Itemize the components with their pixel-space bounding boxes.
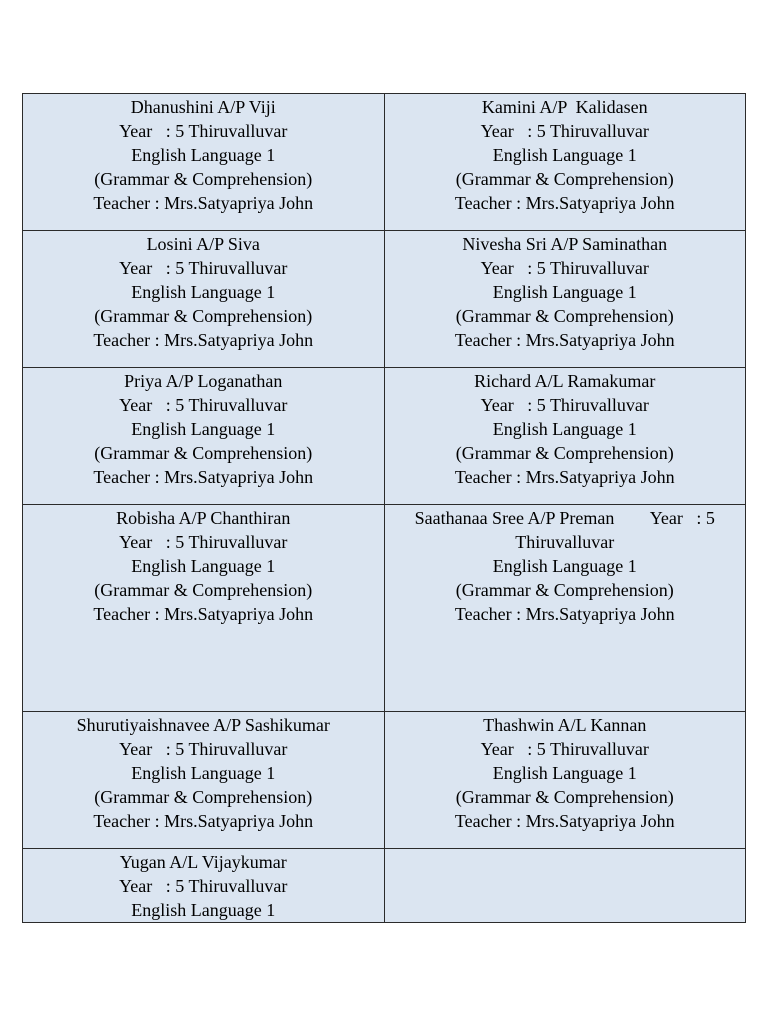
student-name: Losini A/P Siva xyxy=(146,234,260,254)
section-line: (Grammar & Comprehension) xyxy=(94,443,313,463)
subject-line: English Language 1 xyxy=(131,282,276,302)
section-line: (Grammar & Comprehension) xyxy=(94,169,313,189)
teacher-line: Teacher : Mrs.Satyapriya John xyxy=(93,330,314,350)
student-name: Kamini A/P Kalidasen xyxy=(481,97,648,117)
teacher-line: Teacher : Mrs.Satyapriya John xyxy=(454,811,675,831)
student-name: Yugan A/L Vijaykumar xyxy=(119,852,287,872)
year-line: Year : 5 Thiruvalluvar xyxy=(480,258,649,278)
year-line: Year : 5 Thiruvalluvar xyxy=(119,532,288,552)
label-cell xyxy=(384,505,746,712)
label-cell xyxy=(23,712,385,849)
empty-label-cell xyxy=(384,849,746,923)
teacher-line: Teacher : Mrs.Satyapriya John xyxy=(454,193,675,213)
label-cell xyxy=(384,712,746,849)
year-line: Year : 5 Thiruvalluvar xyxy=(480,121,649,141)
section-line: (Grammar & Comprehension) xyxy=(94,580,313,600)
year-line: Year : 5 Thiruvalluvar xyxy=(480,395,649,415)
section-line: (Grammar & Comprehension) xyxy=(455,580,674,600)
teacher-line: Teacher : Mrs.Satyapriya John xyxy=(454,604,675,624)
student-name: Thashwin A/L Kannan xyxy=(483,715,647,735)
student-name: Robisha A/P Chanthiran xyxy=(116,508,291,528)
label-cell xyxy=(384,368,746,505)
subject-line: English Language 1 xyxy=(131,145,276,165)
section-line: (Grammar & Comprehension) xyxy=(455,306,674,326)
subject-line: English Language 1 xyxy=(131,900,276,920)
year-line: Year : 5 Thiruvalluvar xyxy=(119,395,288,415)
section-line: (Grammar & Comprehension) xyxy=(94,787,313,807)
section-line: (Grammar & Comprehension) xyxy=(455,787,674,807)
teacher-line: Teacher : Mrs.Satyapriya John xyxy=(93,811,314,831)
student-name: Richard A/L Ramakumar xyxy=(474,371,656,391)
year-line-prefix: Year : 5 xyxy=(649,508,715,528)
year-line: Year : 5 Thiruvalluvar xyxy=(119,121,288,141)
year-line: Year : 5 Thiruvalluvar xyxy=(119,258,288,278)
section-line: (Grammar & Comprehension) xyxy=(455,443,674,463)
subject-line: English Language 1 xyxy=(492,763,637,783)
student-name: Nivesha Sri A/P Saminathan xyxy=(462,234,668,254)
year-line-rest: Thiruvalluvar xyxy=(515,532,615,552)
label-cell xyxy=(23,849,385,923)
year-line: Year : 5 Thiruvalluvar xyxy=(119,876,288,896)
label-cell xyxy=(23,368,385,505)
label-cell xyxy=(23,94,385,231)
subject-line: English Language 1 xyxy=(131,763,276,783)
subject-line: English Language 1 xyxy=(492,282,637,302)
subject-line: English Language 1 xyxy=(131,556,276,576)
teacher-line: Teacher : Mrs.Satyapriya John xyxy=(93,193,314,213)
subject-line: English Language 1 xyxy=(492,145,637,165)
year-line: Year : 5 Thiruvalluvar xyxy=(480,739,649,759)
teacher-line: Teacher : Mrs.Satyapriya John xyxy=(454,467,675,487)
label-cell xyxy=(23,505,385,712)
section-line: (Grammar & Comprehension) xyxy=(94,306,313,326)
teacher-line: Teacher : Mrs.Satyapriya John xyxy=(454,330,675,350)
name-label-sheet xyxy=(22,93,746,923)
label-cell xyxy=(23,231,385,368)
section-line: (Grammar & Comprehension) xyxy=(455,169,674,189)
student-name: Priya A/P Loganathan xyxy=(124,371,283,391)
year-line: Year : 5 Thiruvalluvar xyxy=(119,739,288,759)
subject-line: English Language 1 xyxy=(492,419,637,439)
subject-line: English Language 1 xyxy=(131,419,276,439)
student-name: Shurutiyaishnavee A/P Sashikumar xyxy=(76,715,330,735)
subject-line: English Language 1 xyxy=(492,556,637,576)
student-name: Saathanaa Sree A/P Preman xyxy=(414,508,615,528)
student-name: Dhanushini A/P Viji xyxy=(130,97,276,117)
label-cell xyxy=(384,94,746,231)
teacher-line: Teacher : Mrs.Satyapriya John xyxy=(93,604,314,624)
student-name-with-year xyxy=(389,506,742,530)
label-cell xyxy=(384,231,746,368)
teacher-line: Teacher : Mrs.Satyapriya John xyxy=(93,467,314,487)
